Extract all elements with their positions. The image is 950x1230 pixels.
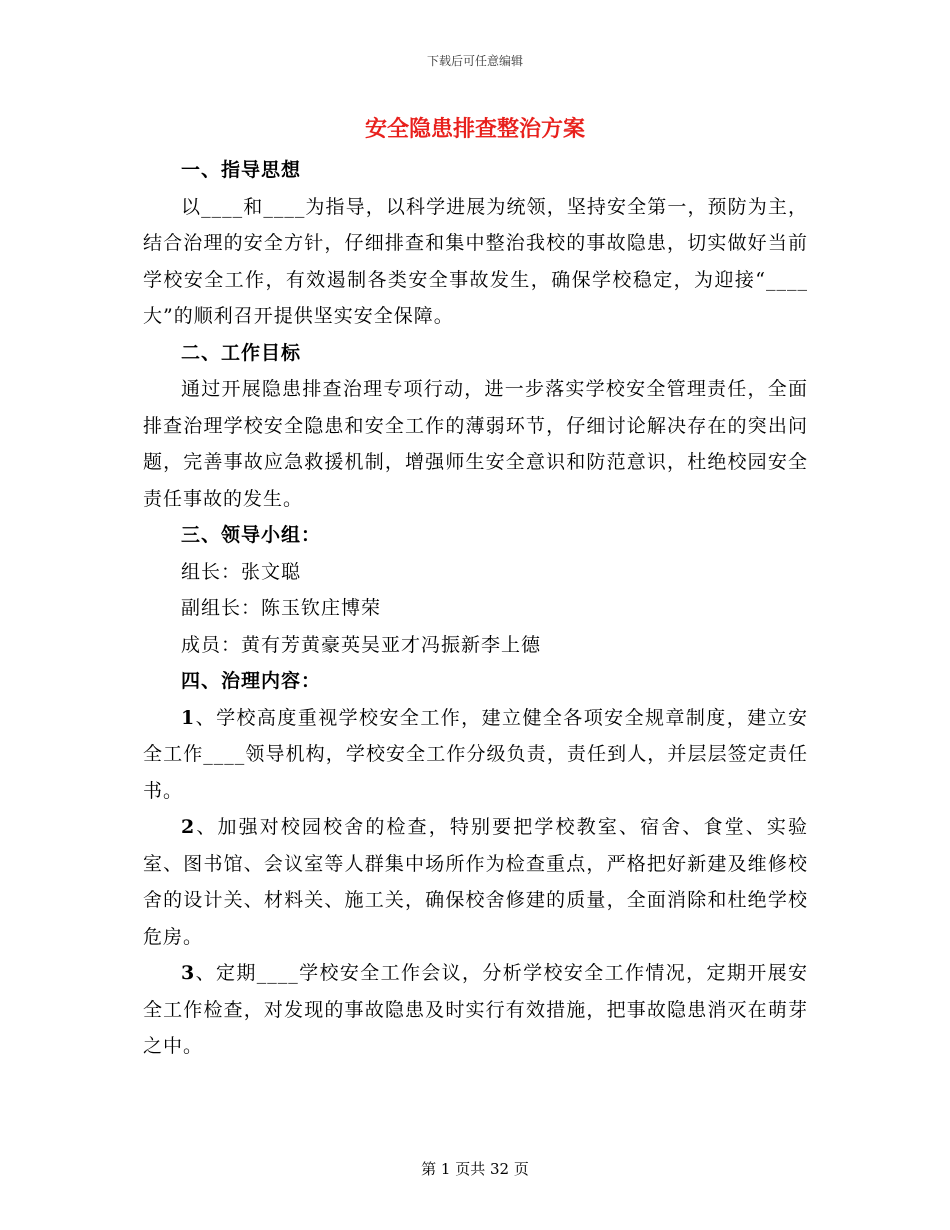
item-3-number: 3 — [181, 962, 196, 984]
page-footer: 第 1 页共 32 页 — [421, 1160, 529, 1178]
paragraph-item-2 — [143, 809, 808, 955]
item-1-number: 1 — [181, 706, 196, 729]
members-line: 成员：黄有芳黄豪英吴亚才冯振新李上德 — [181, 633, 542, 656]
section-heading-leadership: 三、领导小组： — [181, 524, 322, 546]
paragraph-item-3 — [143, 955, 808, 1065]
item-1-text: 、学校高度重视学校安全工作，建立健全各项安全规章制度，建立安全工作____领导机构，学校安全工作分级负责，责任到人，并层层签定责任书。 — [143, 706, 808, 802]
vice-leader-line: 副组长：陈玉钦庄博荣 — [181, 597, 382, 619]
document-title: 安全隐患排查整治方案 — [364, 117, 585, 142]
item-2-text: 、加强对校园校舍的检查，特别要把学校教室、宿舍、食堂、实验室、图书馆、会议室等人群集中场所作为检查重点，严格把好新建及维修校舍的设计关、材料关、施工关，确保校舍修建的质量，全面消除和杜绝学校危房。 — [143, 816, 808, 948]
paragraph-guiding: 以____和____为指导，以科学进展为统领，坚持安全第一，预防为主，结合治理的安全方针，仔细排查和集中整治我校的事故隐患，切实做好当前学校安全工作，有效遏制各类安全事故发生，确保学校稳定，为迎接“____大”的顺利召开提供坚实安全保障。 — [143, 195, 808, 327]
item-2-number: 2 — [181, 816, 196, 838]
paragraph-item-1 — [143, 700, 808, 810]
page-header: 下载后可任意编辑 — [426, 54, 523, 68]
item-3-text: 、定期____学校安全工作会议，分析学校安全工作情况，定期开展安全工作检查，对发现的事故隐患及时实行有效措施，把事故隐患消灭在萌芽之中。 — [143, 962, 808, 1057]
document-body — [143, 152, 808, 1065]
section-heading-goal: 二、工作目标 — [181, 341, 302, 364]
leader-line: 组长：张文聪 — [181, 560, 302, 583]
section-heading-content: 四、治理内容： — [181, 670, 322, 692]
section-heading-guiding: 一、指导思想 — [181, 159, 302, 181]
paragraph-goal: 通过开展隐患排查治理专项行动，进一步落实学校安全管理责任，全面排查治理学校安全隐患和安全工作的薄弱环节，仔细讨论解决存在的突出问题，完善事故应急救援机制，增强师生安全意识和防范意识，杜绝校园安全责任事故的发生。 — [143, 378, 808, 510]
